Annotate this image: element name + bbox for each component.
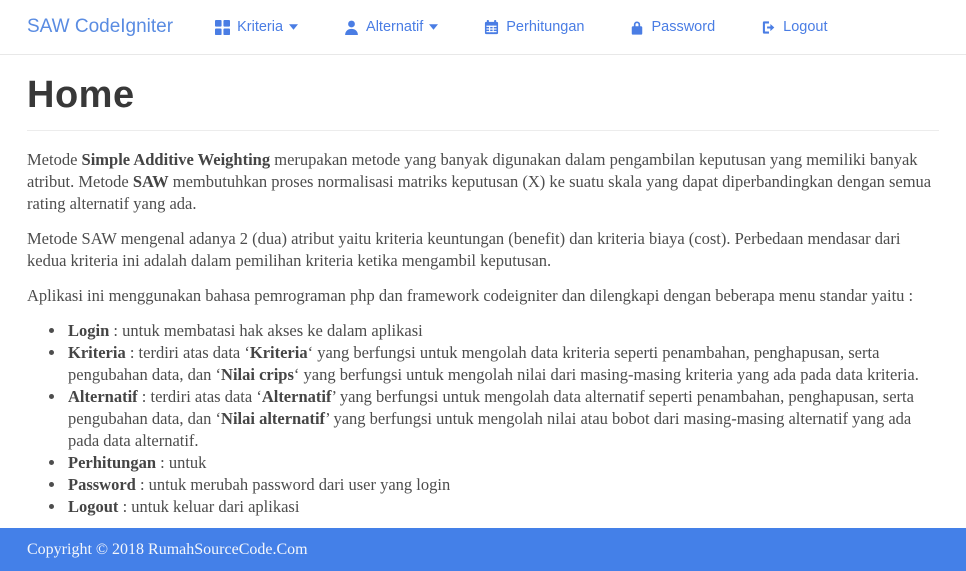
list-item-login: • Login : untuk membatasi hak akses ke dalam aplikasi (66, 320, 939, 342)
list-item-password: • Password : untuk merubah password dari user yang login (66, 474, 939, 496)
title-divider (27, 130, 939, 131)
nav-item-label: Logout (783, 19, 828, 35)
list-item-logout: • Logout : untuk keluar dari aplikasi (66, 496, 939, 518)
paragraph-app-menus: Aplikasi ini menggunakan bahasa pemrograman php dan framework codeigniter dan dilengkapi dengan beberapa menu standar yaitu : (27, 286, 914, 305)
footer-bar (0, 528, 966, 571)
nav-item-logout[interactable] (761, 19, 827, 35)
user-icon (344, 20, 359, 35)
brand-link[interactable]: SAW CodeIgniter (27, 16, 174, 37)
list-item-alternatif: • Alternatif : terdiri atas data ‘Alternatif’ yang berfungsi untuk mengolah data alternatif seperti penambahan, penghapusan, serta pengubahan data, dan ‘Nilai alternatif’ yang berfungsi untuk mengolah nilai atau bobot dari masing-masing alternatif yang ada pada data alternatif. (66, 386, 939, 452)
paragraph-saw-intro: Metode Simple Additive Weighting merupakan metode yang banyak digunakan dalam pengambilan keputusan yang memiliki banyak atribut. Metode SAW membutuhkan proses normalisasi matriks keputusan (X) ke suatu skala yang dapat diperbandingkan dengan semua rating alternatif yang ada. (27, 150, 932, 213)
grid-icon (215, 20, 230, 35)
logout-icon (761, 20, 776, 35)
chevron-down-icon (429, 24, 438, 30)
nav-item-perhitungan[interactable] (484, 19, 584, 35)
menu-description-list (27, 320, 939, 518)
main-content (0, 55, 966, 528)
nav-item-label: Alternatif (366, 19, 424, 35)
nav-item-label: Kriteria (237, 19, 284, 35)
top-navbar (0, 0, 966, 55)
calendar-icon (484, 20, 499, 35)
nav-item-label: Password (651, 19, 716, 35)
nav-item-alternatif[interactable] (344, 19, 438, 35)
nav-item-label: Perhitungan (506, 19, 585, 35)
nav-item-kriteria[interactable] (215, 19, 298, 35)
nav-item-password[interactable] (630, 19, 715, 35)
page-title: Home (27, 74, 135, 116)
list-item-perhitungan: • Perhitungan : untuk (66, 452, 939, 474)
list-item-kriteria: • Kriteria : terdiri atas data ‘Kriteria‘ yang berfungsi untuk mengolah data kriteria seperti penambahan, penghapusan, serta pengubahan data, dan ‘Nilai crips‘ yang berfungsi untuk mengolah nilai dari masing-masing kriteria yang ada pada data kriteria. (66, 342, 939, 386)
copyright-text: Copyright © 2018 RumahSourceCode.Com (27, 540, 308, 558)
lock-icon (630, 20, 644, 35)
chevron-down-icon (289, 24, 298, 30)
paragraph-saw-attributes: Metode SAW mengenal adanya 2 (dua) atribut yaitu kriteria keuntungan (benefit) dan kriteria biaya (cost). Perbedaan mendasar dari kedua kriteria ini adalah dalam pemilihan kriteria ketika mengambil keputusan. (27, 229, 901, 270)
